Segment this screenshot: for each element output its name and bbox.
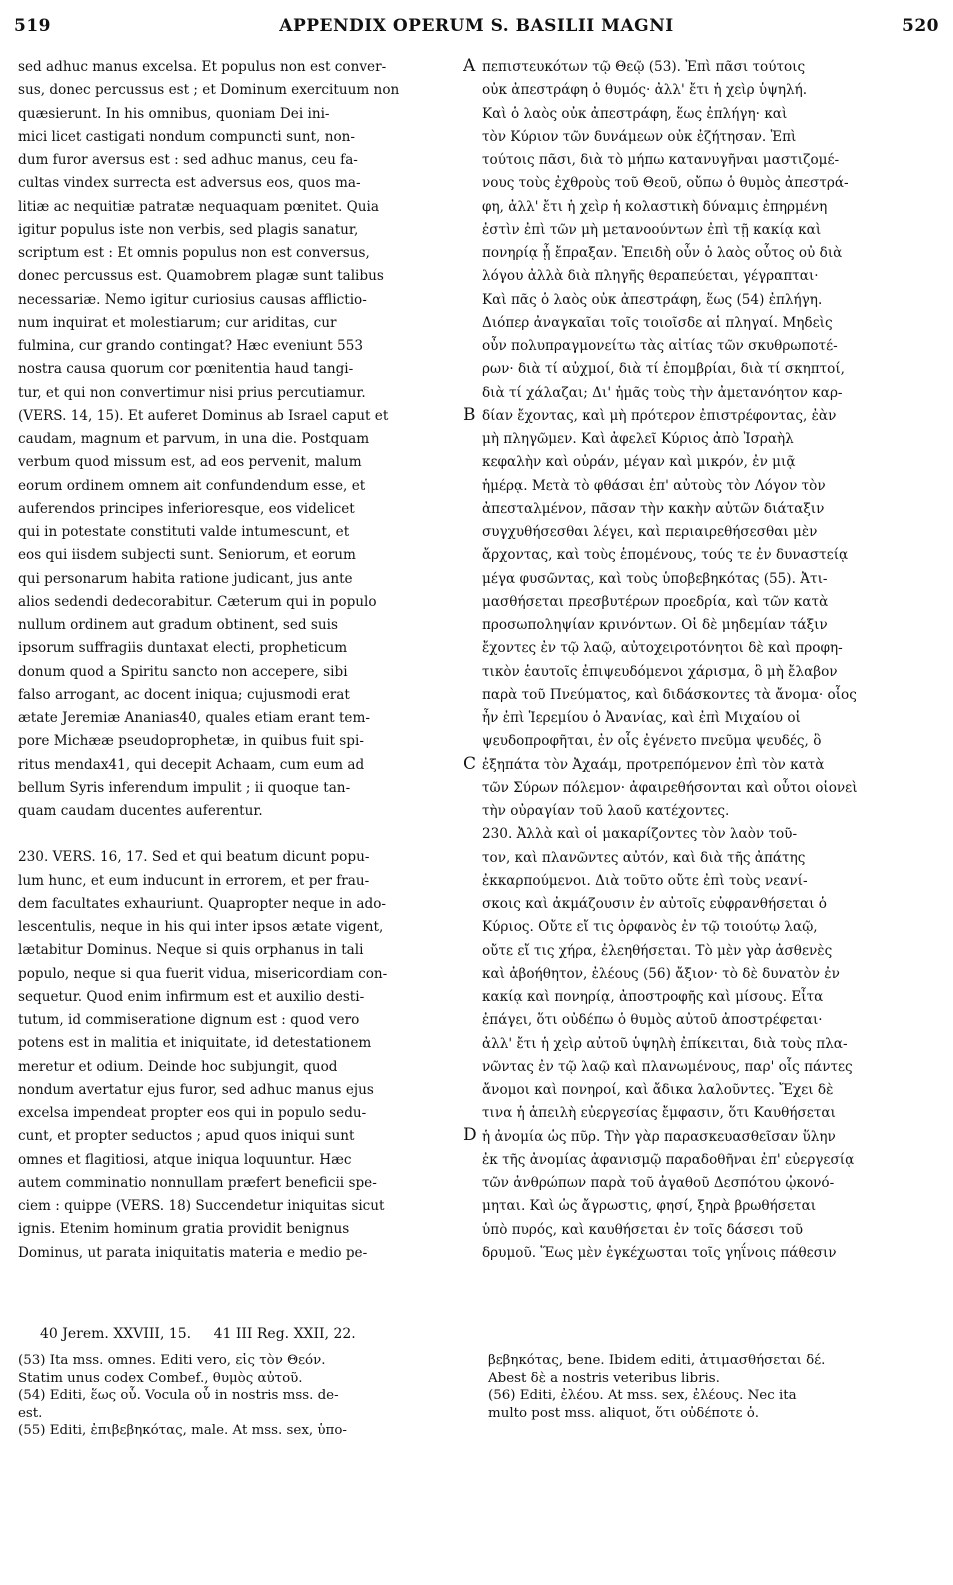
text-line: sed adhuc manus excelsa. Et populus non est conver- — [18, 59, 387, 75]
text-line: τινα ἡ ἀπειλὴ εὐεργεσίας ἔμφασιν, ὅτι Καυθήσεται — [482, 1105, 836, 1122]
text-line: τῶν ἀνθρώπων παρὰ τοῦ ἀγαθοῦ Δεσπότου ᾠκονό- — [482, 1175, 835, 1191]
text-line: οὐκ ἀπεστράφη ὁ θυμός· ἀλλ' ἔτι ἡ χεὶρ ὑψηλή. — [482, 82, 808, 99]
text-line: pore Michææ pseudoprophetæ, in quibus fuit spi- — [18, 733, 364, 750]
text-line: ignis. Etenim hominum gratia providit benignus — [18, 1221, 350, 1238]
text-line: σκοις καὶ ἀκμάζουσιν ἐν αὐτοῖς εὐφρανθήσεται ὁ — [482, 896, 827, 912]
text-line: mici licet castigati nondum compuncti sunt, non- — [18, 128, 355, 145]
text-line: dem facultates exhauriunt. Quapropter neque in ado- — [18, 895, 387, 912]
text-line: dum furor aversus est : sed adhuc manus, ceu fa- — [18, 152, 358, 168]
page-number-right: 520 — [902, 16, 939, 36]
text-line: πεπιστευκότων τῷ Θεῷ (53). Ἐπὶ πᾶσι τούτοις — [482, 59, 806, 75]
text-line: ἀλλ' ἔτι ἡ χεὶρ αὐτοῦ ὑψηλὴ ἐπίκειται, διὰ τοὺς πλα- — [482, 1035, 848, 1052]
text-line: ἡμέρᾳ. Μετὰ τὸ φθάσαι ἐπ' αὐτοὺς τὸν Λόγον τὸν — [482, 477, 826, 494]
text-line: ipsorum suffragiis duntaxat electi, propheticum — [18, 640, 348, 657]
text-line: μηται. Καὶ ὡς ἄγρωστις, φησί, ξηρὰ βρωθήσεται — [482, 1198, 817, 1215]
text-line: tutum, id commiseratione dignum est : quod vero — [18, 1012, 360, 1028]
text-line: τον, καὶ πλανῶντες αὐτόν, καὶ διὰ τῆς ἀπάτης — [482, 849, 806, 866]
text-line: qui personarum habita ratione judicant, jus ante — [18, 570, 353, 587]
text-line: Κύριος. Οὔτε εἴ τις ὀρφανὸς ἐν τῷ τοιούτῳ λαῷ, — [482, 919, 818, 936]
note-line: Statim unus codex Combef., θυμὸς αὐτοῦ. — [18, 1370, 303, 1386]
text-line: eorum ordinem omnem ait confundendum esse, et — [18, 477, 366, 494]
text-line: cunt, et propter seductos ; apud quos iniqui sunt — [18, 1128, 355, 1145]
text-line: quam caudam ducentes auferentur. — [18, 803, 263, 819]
text-line: ritus mendax41, qui decepit Achaam, cum eum ad — [18, 756, 365, 773]
text-line: cultas vindex surrecta est adversus eos, quos ma- — [18, 175, 361, 192]
text-line: lescentulis, neque in his qui inter ipsos ætate vigent, — [18, 919, 384, 935]
footnote-40: 40 Jerem. XXVIII, 15. — [40, 1326, 192, 1342]
margin-letter-a: A — [463, 56, 476, 76]
note-line: est. — [18, 1405, 43, 1421]
text-line: 230. Ἀλλὰ καὶ οἱ μακαρίζοντες τὸν λαὸν τοῦ- — [482, 826, 798, 843]
text-line: κεφαλὴν καὶ οὐράν, μέγαν καὶ μικρόν, ἐν μιᾷ — [482, 454, 796, 471]
text-line: τὴν οὐραγίαν τοῦ λαοῦ κατέχοντες. — [482, 803, 730, 819]
text-line: donum quod a Spiritu sancto non accepere, sibi — [18, 663, 348, 680]
text-line: donec percussus est. Quamobrem plagæ sunt talibus — [18, 268, 384, 285]
text-line: ἐξηπάτα τὸν Ἀχαάμ, προτρεπόμενον ἐπὶ τὸν κατὰ — [482, 756, 825, 773]
text-line: verbum quod missum est, ad eos pervenit, malum — [18, 454, 362, 471]
text-line: Διόπερ ἀναγκαῖαι τοῖς τοιοῖσδε αἱ πληγαί. Μηδεὶς — [482, 314, 833, 331]
text-line: μασθήσεται πρεσβυτέρων προεδρία, καὶ τῶν κατὰ — [482, 593, 829, 610]
text-line: ἡ ἀνομία ὡς πῦρ. Τὴν γὰρ παρασκευασθεῖσαν ὕλην — [482, 1128, 836, 1145]
greek-column — [482, 56, 922, 1265]
text-line: νους τοὺς ἐχθροὺς τοῦ Θεοῦ, οὔπω ὁ θυμὸς ἀπεστρά- — [482, 175, 849, 192]
note-line: (53) Ita mss. omnes. Editi vero, εἰς τὸν Θεόν. — [18, 1353, 326, 1368]
text-line: ciem : quippe (VERS. 18) Succendetur iniquitas sicut — [18, 1198, 385, 1214]
text-line: fulmina, cur grando contingat? Hæc eveniunt 553 — [18, 338, 364, 354]
text-line: nondum avertatur ejus furor, sed adhuc manus ejus — [18, 1081, 374, 1098]
text-line: nostra causa quorum cor pœnitentia haud tangi- — [18, 361, 354, 378]
page-number-left: 519 — [14, 16, 51, 36]
text-line: μὴ πληγῶμεν. Καὶ ἀφελεῖ Κύριος ἀπὸ Ἰσραὴλ — [482, 431, 794, 447]
latin-paragraph-230 — [18, 846, 458, 1265]
note-line: (55) Editi, ἐπιβεβηκότας, male. At mss. sex, ὑπο- — [18, 1423, 347, 1438]
text-line: auferendos principes inferioresque, eos videlicet — [18, 500, 355, 517]
text-line: προσωποληψίαν κρινόντων. Οἱ δὲ μηδεμίαν τάξιν — [482, 617, 828, 633]
text-line: ἐκ τῆς ἀνομίας ἀφανισμῷ παραδοθῆναι ἐπ' εὐεργεσίᾳ — [482, 1151, 855, 1168]
text-line: necessariæ. Nemo igitur curiosius causas afflictio- — [18, 291, 367, 308]
margin-letter-d: D — [463, 1125, 477, 1145]
text-line: Καὶ ὁ λαὸς οὐκ ἀπεστράφη, ἕως ἐπλήγη· καὶ — [482, 105, 788, 122]
text-line: Καὶ πᾶς ὁ λαὸς οὐκ ἀπεστράφη, ἕως (54) ἐπλήγη. — [482, 291, 823, 308]
text-line: omnes et flagitiosi, atque iniqua loquuntur. Hæc — [18, 1151, 352, 1168]
text-line: Dominus, ut parata iniquitatis materia e medio pe- — [18, 1244, 368, 1261]
text-line: sus, donec percussus est ; et Dominum exercituum non — [18, 82, 400, 99]
text-line: qui in potestate constituti valde intumescunt, et — [18, 524, 350, 540]
margin-letter-b: B — [463, 405, 476, 425]
running-title: APPENDIX OPERUM S. BASILII MAGNI — [279, 16, 674, 36]
text-line: (VERS. 14, 15). Et auferet Dominus ab Israel caput et — [18, 407, 389, 424]
text-line: ἄνομοι καὶ πονηροί, καὶ ἄδικα λαλοῦντες. Ἔχει δὲ — [482, 1082, 834, 1098]
text-line: τὸν Κύριον τῶν δυνάμεων οὐκ ἐζήτησαν. Ἐπὶ — [482, 128, 797, 145]
text-line: lætabitur Dominus. Neque si quis orphanus in tali — [18, 942, 364, 959]
text-line: ætate Jeremiæ Ananias40, quales etiam erant tem- — [18, 710, 370, 726]
margin-letter-c: C — [463, 754, 477, 774]
text-line: sequetur. Quod enim infirmum est et auxilio desti- — [18, 988, 365, 1005]
text-line: excelsa impendeat propter eos qui in populo sedu- — [18, 1105, 367, 1121]
note-line: multo post mss. aliquot, ὅτι οὐδέποτε ὁ. — [488, 1405, 760, 1421]
footnote-41: 41 III Reg. XXII, 22. — [213, 1326, 356, 1342]
note-line: (54) Editi, ἕως οὗ. Vocula οὗ in nostris mss. de- — [18, 1388, 339, 1403]
text-line: bellum Syris inferendum impulit ; ii quoque tan- — [18, 779, 351, 796]
text-line: potens est in malitia et iniquitate, id detestationem — [18, 1035, 372, 1052]
text-line: τῶν Σύρων πόλεμον· ἀφαιρεθήσονται καὶ οὗτοι οἱονεὶ — [482, 779, 858, 796]
text-line: ρων· διὰ τί αὐχμοί, διὰ τί ἐπομβρίαι, διὰ τί σκηπτοί, — [482, 361, 846, 378]
text-line: caudam, magnum et parvum, in una die. Postquam — [18, 431, 370, 447]
text-line: παρὰ τοῦ Πνεύματος, καὶ διδάσκοντες τὰ ἄνομα· οἷος — [482, 686, 857, 703]
text-line: populo, neque si qua fuerit vidua, misericordiam con- — [18, 965, 388, 982]
text-line: ἀπεσταλμένον, πᾶσαν τὴν κακὴν αὐτῶν διάταξιν — [482, 500, 825, 517]
text-line: 230. VERS. 16, 17. Sed et qui beatum dicunt popu- — [18, 849, 370, 866]
text-line: δίαν ἔχοντας, καὶ μὴ πρότερον ἐπιστρέφοντας, ἐὰν — [482, 407, 837, 424]
text-line: ἐστὶν ἐπὶ τῶν μὴ μετανοούντων ἐπὶ τῇ κακίᾳ καὶ — [482, 221, 822, 238]
greek-paragraph-230 — [482, 823, 922, 1265]
text-line: tur, et qui non convertimur nisi prius percutiamur. — [18, 384, 366, 401]
editorial-notes-right — [488, 1352, 928, 1422]
text-line: alios sedendi dedecorabitur. Cæterum qui in populo — [18, 593, 377, 610]
text-line: φη, ἀλλ' ἔτι ἡ χεὶρ ἡ κολαστικὴ δύναμις ἐπηρμένη — [482, 198, 828, 215]
text-line: ἄρχοντας, καὶ τοὺς ἑπομένους, τούς τε ἐν δυναστείᾳ — [482, 547, 849, 564]
text-line: eos qui iisdem subjecti sunt. Seniorum, et eorum — [18, 547, 356, 564]
text-line: ὑπὸ πυρός, καὶ καυθήσεται ἐν τοῖς δάσεσι τοῦ — [482, 1221, 804, 1238]
text-line: litiæ ac nequitiæ patratæ nequaquam pœnitet. Quia — [18, 198, 379, 215]
note-line: Abest δὲ a nostris veteribus libris. — [488, 1370, 720, 1386]
scripture-footnotes — [40, 1326, 374, 1342]
text-line: πονηρίᾳ ᾗ ἔπραξαν. Ἐπειδὴ οὖν ὁ λαὸς οὗτος οὐ διὰ — [482, 245, 843, 261]
text-line: δρυμοῦ. Ἕως μὲν ἐγκέχωσται τοῖς γηΐνοις πάθεσιν — [482, 1244, 837, 1261]
text-line: num inquirat et molestiarum; cur ariditas, cur — [18, 314, 337, 331]
text-line: ψευδοπροφῆται, ἐν οἷς ἐγένετο πνεῦμα ψευδές, ὃ — [482, 733, 822, 750]
text-line: συγχυθήσεσθαι λέγει, καὶ περιαιρεθήσεσθαι μὲν — [482, 524, 818, 540]
text-line: ἔχοντες ἐν τῷ λαῷ, αὐτοχειροτόνητοι δὲ καὶ προφη- — [482, 640, 843, 657]
text-line: autem comminatio nonnullam præfert beneficii spe- — [18, 1174, 377, 1191]
text-line: quæsierunt. In his omnibus, quoniam Dei ini- — [18, 105, 330, 122]
editorial-notes-left — [18, 1352, 458, 1440]
text-line: νῶντας ἐν τῷ λαῷ καὶ πλανωμένους, παρ' οἷς πάντες — [482, 1058, 853, 1075]
greek-paragraph-1 — [482, 56, 922, 823]
text-line: ἐκκαρπούμενοι. Διὰ τοῦτο οὔτε ἐπὶ τοὺς νεανί- — [482, 872, 808, 889]
text-line: igitur populus iste non verbis, sed plagis sanatur, — [18, 221, 359, 238]
text-line: falso arrogant, ac docent iniqua; cujusmodi erat — [18, 686, 350, 703]
page-header — [14, 16, 939, 46]
text-line: λόγου ἀλλὰ διὰ πληγῆς θεραπεύεται, γέγραπται· — [482, 268, 819, 285]
text-line: οὖν πολυπραγμονείτω τὰς αἰτίας τῶν σκυθρωποτέ- — [482, 338, 838, 354]
text-line: ἐπάγει, ὅτι οὐδέπω ὁ θυμὸς αὐτοῦ ἀποστρέφεται· — [482, 1012, 823, 1029]
text-line: meretur et odium. Deinde hoc subjungit, quod — [18, 1058, 338, 1075]
text-line: τικὸν ἑαυτοῖς ἐπιψευδόμενοι χάρισμα, ὃ μὴ ἔλαβον — [482, 663, 838, 680]
text-line: lum hunc, et eum inducunt in errorem, et per frau- — [18, 872, 370, 889]
latin-paragraph-1 — [18, 56, 458, 823]
text-line: καὶ ἀβοήθητον, ἐλέους (56) ἄξιον· τὸ δὲ δυνατὸν ἐν — [482, 965, 840, 982]
note-line: (56) Editi, ἐλέου. At mss. sex, ἐλέους. Nec ita — [488, 1388, 797, 1403]
text-line: διὰ τί χάλαζαι; Δι' ἡμᾶς τοὺς τὴν ἀμετανόητον καρ- — [482, 384, 843, 401]
text-line: nullum ordinem aut gradum obtinent, sed suis — [18, 617, 338, 633]
text-line: scriptum est : Et omnis populus non est conversus, — [18, 245, 370, 261]
text-line: τούτοις πᾶσι, διὰ τὸ μήπω κατανυγῆναι μαστιζομέ- — [482, 152, 840, 168]
text-line: κακίᾳ καὶ πονηρίᾳ, ἀποστροφῆς καὶ μίσους. Εἶτα — [482, 989, 824, 1005]
text-line: μέγα φυσῶντας, καὶ τοὺς ὑποβεβηκότας (55). Ἀτι- — [482, 570, 828, 587]
text-line: ἦν ἐπὶ Ἱερεμίου ὁ Ἀνανίας, καὶ ἐπὶ Μιχαίου οἱ — [482, 710, 801, 726]
text-line: οὔτε εἴ τις χήρα, ἐλεηθήσεται. Τὸ μὲν γὰρ ἀσθενὲς — [482, 942, 833, 959]
note-line: βεβηκότας, bene. Ibidem editi, ἀτιμασθήσεται δέ. — [488, 1353, 826, 1368]
latin-column — [18, 56, 458, 1265]
